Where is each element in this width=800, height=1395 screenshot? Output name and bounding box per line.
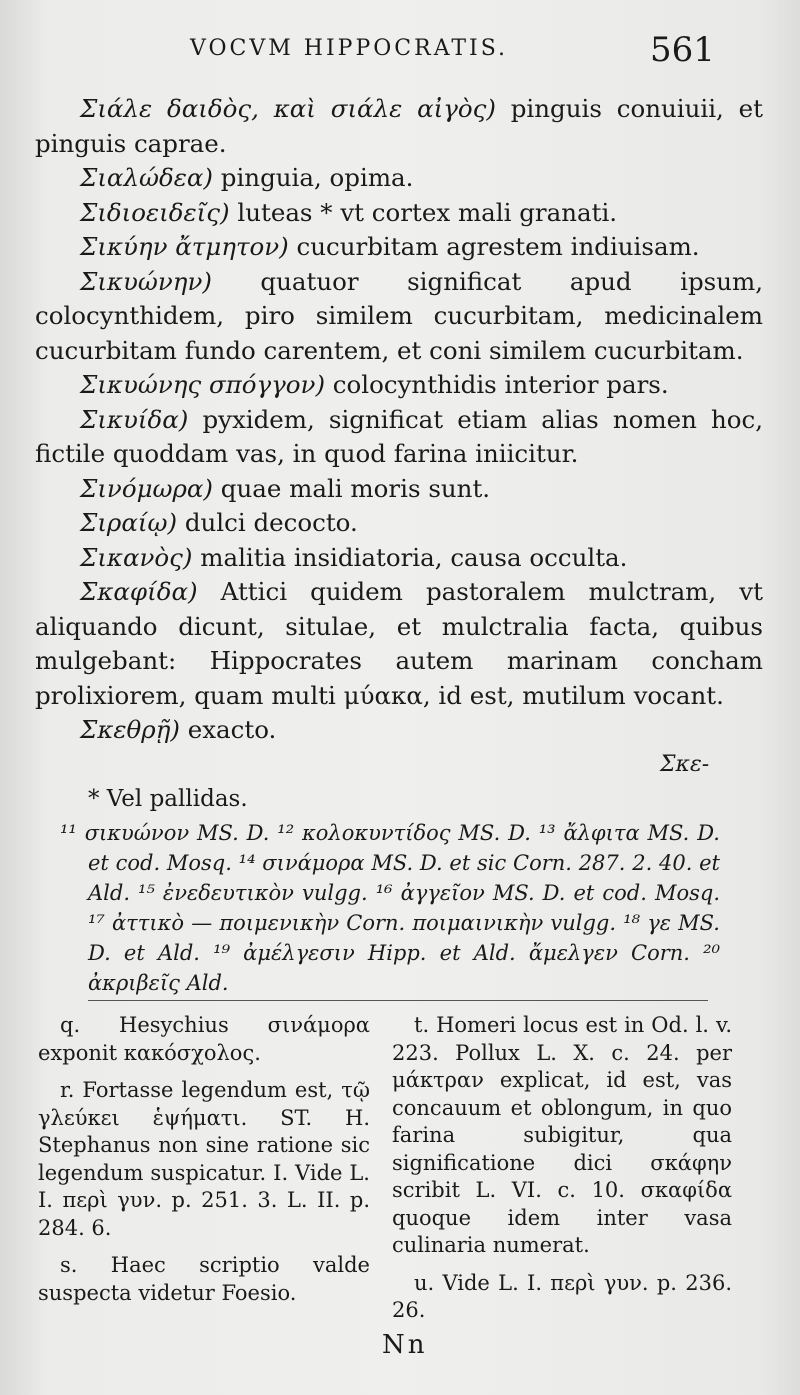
footnote: u. Vide L. I. περὶ γυν. p. 236. 26. [392, 1270, 732, 1322]
footnote-divider [88, 1000, 708, 1001]
entry-headword: Σιδιοειδεῖς) [80, 197, 230, 227]
entry-headword: Σικυώνην) [80, 266, 212, 296]
entry-text: Attici quidem pastoralem mulctram, vt aliquando dicunt, situlae, et mulctralia facta, quibus mulgebant: Hippocrates autem marinam concham prolixiorem, quam multi μύακα, id est, mutilum vocant. [35, 577, 763, 710]
footnote: q. Hesychius σινάμορα exponit κακόσχολος. [38, 1013, 370, 1065]
entry-headword: Σιραίῳ) [80, 508, 178, 537]
footnote: r. Fortasse legendum est, τῷ γλεύκει ἑψήματι. ST. H. Stephanus non sine ratione sic legendum suspicatur. I. Vide L. I. περὶ γυν. p. 251. 3. L. II. p. 284. 6. [38, 1078, 370, 1240]
entry-text: exacto. [179, 715, 277, 744]
entry-headword: Σιάλε δαιδὸς, καὶ σιάλε αἰγὸς) [80, 94, 496, 123]
entry [35, 506, 763, 541]
catchword: Σκε- [660, 752, 710, 777]
entry-text: malitia insidiatoria, causa occulta. [192, 542, 628, 572]
entry [35, 472, 763, 507]
entry-headword: Σινόμωρα) [80, 473, 213, 503]
entry-headword: Σικανὸς) [80, 542, 193, 572]
entry-headword: Σκεθρῇ) [80, 715, 180, 744]
footnotes-right-column [392, 1012, 732, 1335]
footnote: t. Homeri locus est in Od. l. v. 223. Pollux L. X. c. 24. per μάκτραν explicat, id est, vas concauum et oblongum, in quo farina subigitur, qua significatione dici σκάφην scribit L. VI. c. 10. σκαφίδα quoque idem inter vasa culinaria numerat. [392, 1013, 732, 1257]
entry-text: cucurbitam agrestem indiuisam. [288, 232, 700, 261]
entry-text: quae mali moris sunt. [212, 473, 491, 503]
variant-readings [60, 818, 720, 998]
variant-readings-text: ¹¹ σικυώνον MS. D. ¹² κολοκυντίδος MS. D. ¹³ ἄλφιτα MS. D. et cod. Mosq. ¹⁴ σινάμορα MS. D. et sic Corn. 287. 2. 40. et Ald. ¹⁵ ἐνεδευτικὸν vulgg. ¹⁶ ἀγγεῖον MS. D. et cod. Mosq. ¹⁷ ἀττικὸ — ποιμενικὴν Corn. ποιμαινικὴν vulgg. ¹⁸ γε MS. D. et Ald. ¹⁹ ἀμέλγεσιν Hipp. et Ald. ἄμελγεν Corn. ²⁰ ἀκριβεῖς Ald. [60, 821, 720, 995]
entry-headword: Σικυίδα) [80, 404, 189, 434]
entry [35, 368, 763, 403]
entry [35, 230, 763, 265]
footnotes-left-column [38, 1012, 370, 1317]
entry [35, 541, 763, 576]
entry-text: pinguia, opima. [212, 163, 414, 192]
entry [35, 265, 763, 369]
entry [35, 575, 763, 713]
entry-text: luteas * vt cortex mali granati. [229, 197, 618, 227]
dictionary-entries [35, 92, 763, 748]
entry-headword: Σικυώνης σπόγγον) [80, 370, 326, 399]
page-number: 561 [650, 30, 715, 70]
signature-mark: Nn [382, 1330, 428, 1360]
entry-text: quatuor significat apud ipsum, colocynthidem, piro similem cucurbitam, medicinalem cucurbitam fundo carentem, et coni similem cucurbitam. [35, 266, 763, 365]
entry-text: colocynthidis interior pars. [325, 370, 669, 399]
entry [35, 713, 763, 748]
entry-headword: Σικύην ἄτμητον) [80, 232, 289, 261]
entry [35, 196, 763, 231]
footnote: s. Haec scriptio valde suspecta videtur Foesio. [38, 1253, 370, 1305]
entry [35, 92, 763, 161]
entry-text: pinguis conuiuii, et pinguis caprae. [35, 94, 763, 158]
entry-text: pyxidem, significat etiam alias nomen hoc, fictile quoddam vas, in quod farina iniicitur. [35, 404, 763, 468]
entry-headword: Σκαφίδα) [80, 577, 198, 606]
asterisk-footnote: * Vel pallidas. [88, 786, 248, 812]
entry-headword: Σιαλώδεα) [80, 163, 213, 192]
entry [35, 403, 763, 472]
running-head [0, 30, 800, 70]
running-title: VOCVM HIPPOCRATIS. [190, 36, 509, 61]
entry [35, 161, 763, 196]
entry-text: dulci decocto. [177, 508, 358, 537]
